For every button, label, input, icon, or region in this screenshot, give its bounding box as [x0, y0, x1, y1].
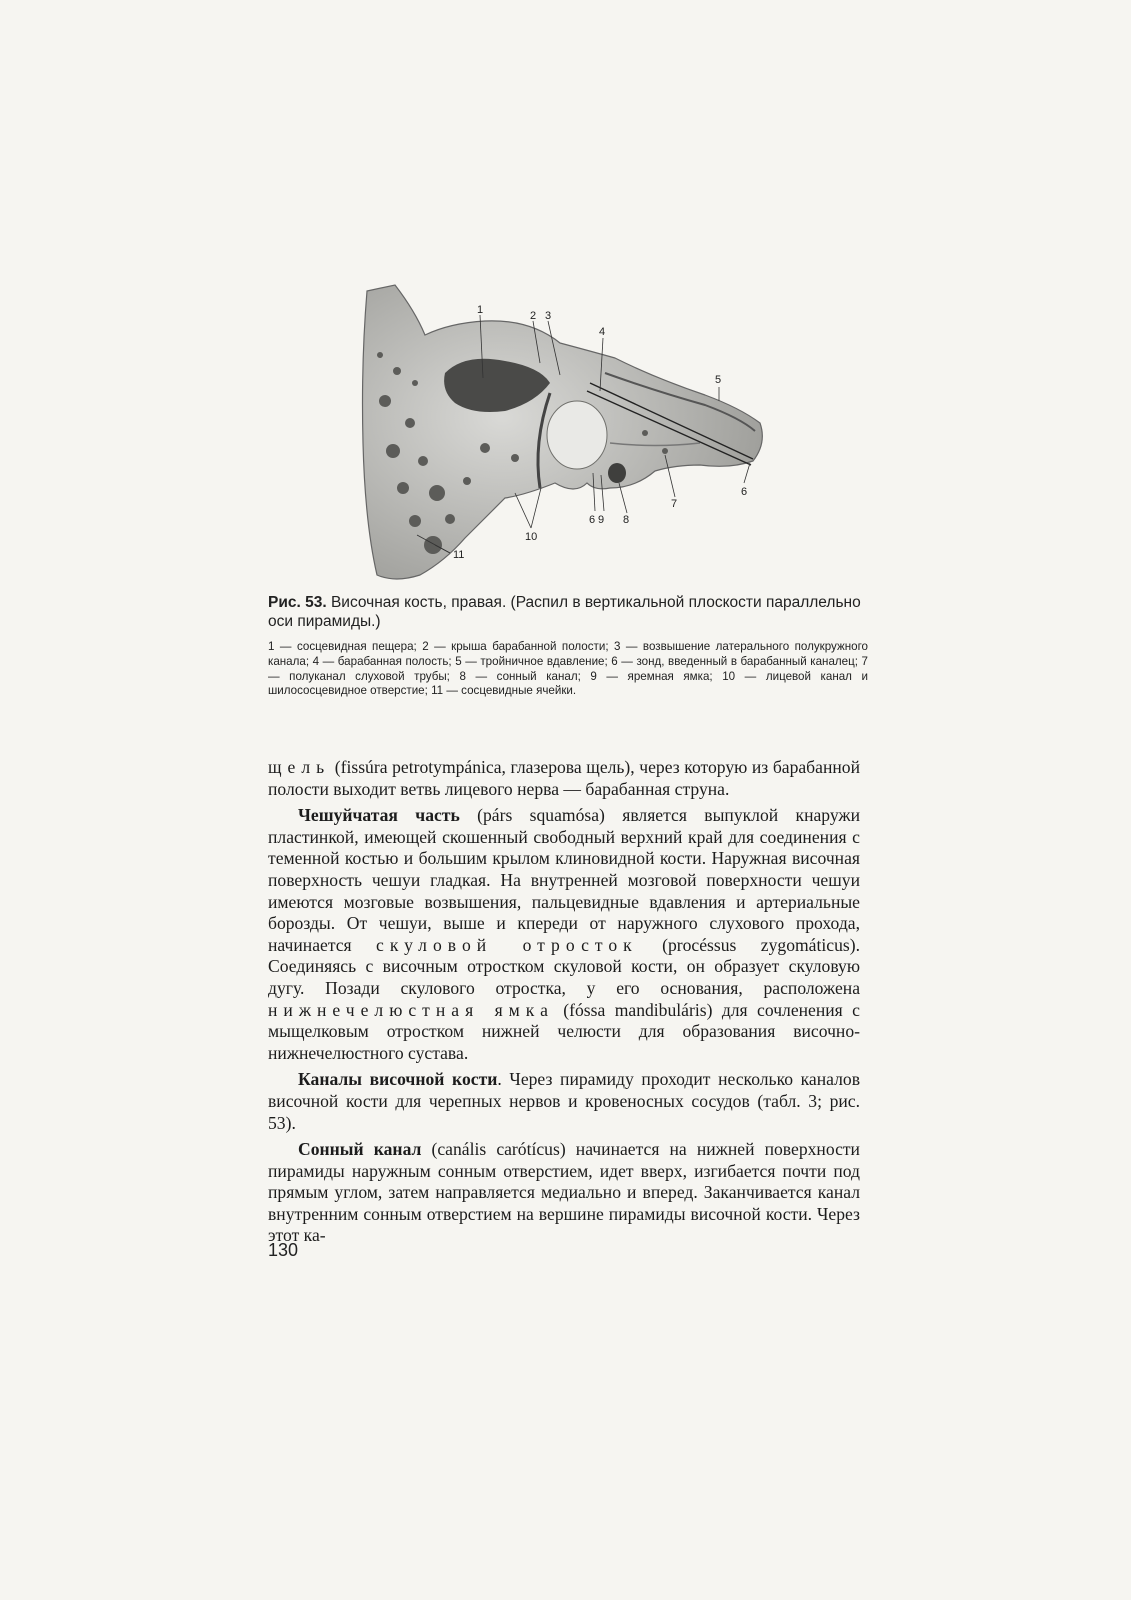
callout-7: 7	[671, 498, 678, 510]
callout-6-right: 6	[741, 486, 748, 498]
callout-10: 10	[525, 531, 538, 543]
paragraph-2	[268, 805, 860, 1064]
heading-canals: Каналы височной кости	[298, 1069, 498, 1090]
callout-9: 9	[598, 514, 605, 526]
spaced-term-1: щель	[268, 757, 331, 777]
paragraph-3	[268, 1069, 860, 1134]
tympanic-cavity	[547, 401, 607, 469]
page-number: 130	[268, 1240, 299, 1260]
carotid-canal	[608, 463, 626, 483]
temporal-bone-drawing	[355, 283, 775, 588]
caption-title-text: Височная кость, правая. (Распил в вертикальной плоскости параллельно оси пирамиды.)	[268, 594, 861, 630]
paragraph-2-text-a: (párs squamósa) является выпуклой кнаружи пластинкой, имеющей скошенный свободный верхний край для соединения с теменной костью и большим крылом клиновидной кости. Наружная височная поверхность чешуи гладкая. На внутренней мозговой поверхности чешуи имеются мозговые возвышения, пальцевидные вдавления и артериальные борозды. От чешуи, выше и кпереди от наружного слухового прохода, начинается	[268, 805, 860, 955]
caption-legend: 1 — сосцевидная пещера; 2 — крыша барабанной полости; 3 — возвышение латерального полукружного канала; 4 — барабанная полость; 5 — тройничное вдавление; 6 — зонд, введенный в барабанный каналец; 7 — полуканал слуховой трубы; 8 — сонный канал; 9 — яремная ямка; 10 — лицевой канал и шилососцевидное отверстие; 11 — сосцевидные ячейки.	[268, 640, 868, 698]
callout-11: 11	[453, 549, 465, 561]
callout-1: 1	[477, 304, 484, 316]
spaced-term-mandibular-fossa: нижнечелюстная ямка	[268, 999, 554, 1020]
callout-6-left: 6	[589, 514, 596, 526]
paragraph-1-text: (fissúra petrotympánica, глазерова щель), через которую из барабанной полости выходит ветвь лицевого нерва — барабанная струна.	[268, 757, 860, 799]
heading-carotid-canal: Сонный канал	[298, 1139, 422, 1160]
callout-3: 3	[545, 310, 552, 322]
callout-4: 4	[599, 326, 606, 338]
temporal-bone-illustration	[355, 283, 775, 588]
paragraph-2-text-b: (procéssus zygomáticus). Соединяясь с височным отростком скуловой кости, он образует скуловую дугу. Позади скулового отростка, у его основания, расположена	[268, 934, 860, 998]
callout-5: 5	[715, 374, 722, 386]
callout-8: 8	[623, 514, 630, 526]
caption-label: Рис. 53.	[268, 594, 327, 611]
paragraph-2-text-c: (fóssa mandibuláris) для сочленения с мыщелковым отростком нижней челюсти для образования височно-нижнечелюстного сустава.	[268, 999, 860, 1063]
paragraph-4-text: (canális carótícus) начинается на нижней поверхности пирамиды наружным сонным отверстием, идет вверх, изгибается почти под прямым углом, затем направляется медиально и вперед. Заканчивается канал внутренним сонным отверстием на вершине пирамиды височной кости. Через этот ка-	[268, 1139, 860, 1246]
body-text	[268, 757, 860, 1252]
paragraph-3-text: . Через пирамиду проходит несколько каналов височной кости для черепных нервов и кровеносных сосудов (табл. 3; рис. 53).	[268, 1069, 860, 1133]
caption-title	[268, 593, 868, 631]
paragraph-1	[268, 757, 860, 800]
spaced-term-zygomatic: скуловой отросток	[376, 934, 638, 955]
figure-caption	[268, 593, 868, 699]
callout-2: 2	[530, 310, 537, 322]
paragraph-4	[268, 1139, 860, 1247]
heading-squamous-part: Чешуйчатая часть	[298, 805, 460, 826]
